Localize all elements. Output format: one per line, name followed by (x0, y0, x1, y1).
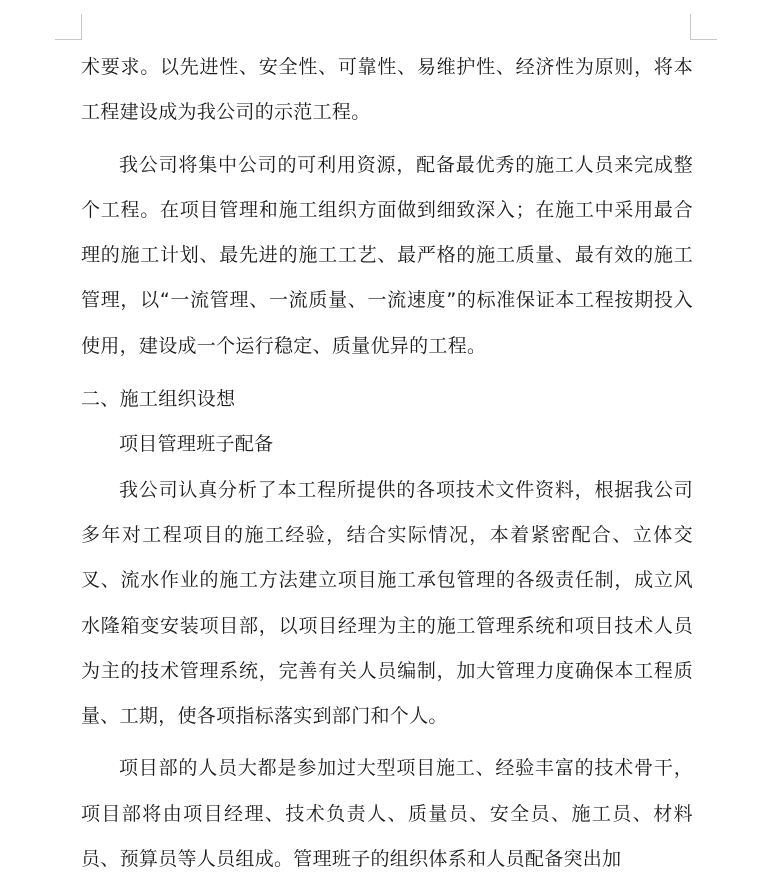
paragraph-project-management: 我公司认真分析了本工程所提供的各项技术文件资料，根据我公司多年对工程项目的施工经验，结合实际情况，本着紧密配合、立体交叉、流水作业的施工方法建立项目施工承包管理的各级责任制，成立风水隆箱变安装项目部，以项目经理为主的施工管理系统和项目技术人员为主的技术管理系统，完善有关人员编制，加大管理力度确保本工程质量、工期，使各项指标落实到部门和个人。 (81, 478, 693, 728)
document-body (81, 45, 693, 882)
crop-mark-top-left-vertical (81, 14, 82, 40)
paragraph-quality-goal: 术要求。以先进性、安全性、可靠性、易维护性、经济性为原则，将本工程建设成为我公司的示范工程。 (81, 56, 693, 124)
crop-mark-top-right-vertical (690, 14, 691, 40)
paragraph-resource-commitment: 我公司将集中公司的可利用资源，配备最优秀的施工人员来完成整个工程。在项目管理和施工组织方面做到细致深入；在施工中采用最合理的施工计划、最先进的施工工艺、最严格的施工质量、最有效的施工管理，以“一流管理、一流质量、一流速度”的标准保证本工程按期投入使用，建设成一个运行稳定、质量优异的工程。 (81, 153, 693, 357)
paragraph-project-team: 项目部的人员大都是参加过大型项目施工、经验丰富的技术骨干，项目部将由项目经理、技术负责人、质量员、安全员、施工员、材料员、预算员等人员组成。管理班子的组织体系和人员配备突出加 (81, 757, 693, 871)
crop-mark-top-left-horizontal (55, 39, 82, 40)
section-heading: 二、施工组织设想 (81, 388, 236, 411)
subsection-heading: 项目管理班子配备 (119, 433, 274, 456)
crop-mark-top-right-horizontal (690, 39, 717, 40)
